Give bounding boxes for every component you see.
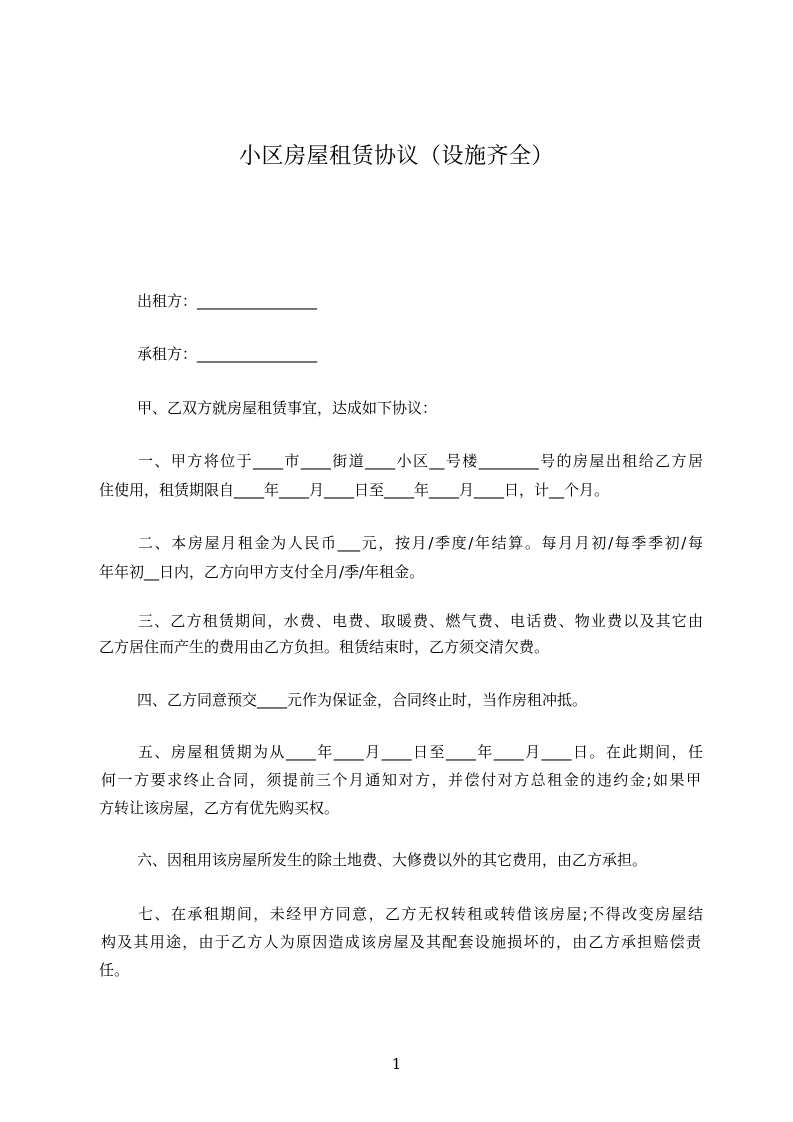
clause-3-line-2: 乙方居住而产生的费用由乙方负担。租赁结束时，乙方须交清欠费。 (99, 638, 550, 656)
clause-7-line-2: 构及其用途，由于乙方人为原因造成该房屋及其配套设施损坏的，由乙方承担赔偿责 (101, 933, 701, 951)
clause-6-line-1: 六、因租用该房屋所发生的除土地费、大修费以外的其它费用，由乙方承担。 (137, 851, 648, 869)
clause-5-line-2: 何一方要求终止合同，须提前三个月通知对方，并偿付对方总租金的违约金;如果甲 (101, 771, 701, 789)
clause-7-line-1: 七、在承租期间，未经甲方同意，乙方无权转租或转借该房屋;不得改变房屋结 (138, 905, 703, 923)
clause-5-line-3: 方转让该房屋，乙方有优先购买权。 (99, 799, 340, 817)
clause-2-line-1: 二、本房屋月租金为人民币___元，按月/季度/年结算。每月月初/每季季初/每 (138, 534, 703, 552)
clause-5-line-1: 五、房屋租赁期为从____年____月____日至____年____月____日。在此期间，任 (138, 743, 703, 761)
lessor-line: 出租方：________________ (137, 292, 318, 310)
clause-7-line-3: 任。 (99, 961, 130, 979)
clause-3-line-1: 三、乙方租赁期间，水费、电费、取暖费、燃气费、电话费、物业费以及其它由 (138, 612, 703, 630)
lessee-line: 承租方：________________ (137, 345, 318, 363)
page-number: 1 (391, 1055, 402, 1073)
clause-4-line-1: 四、乙方同意预交____元作为保证金，合同终止时，当作房租冲抵。 (137, 691, 588, 709)
document-title: 小区房屋租赁协议（设施齐全） (238, 144, 554, 169)
clause-1-line-2: 住使用，租赁期限自____年____月____日至____年____月____日，计__个月。 (99, 481, 610, 499)
clause-2-line-2: 年年初__日内，乙方向甲方支付全月/季/年租金。 (99, 563, 425, 581)
preamble-line: 甲、乙双方就房屋租赁事宜，达成如下协议： (137, 399, 438, 417)
clause-1-line-1: 一、甲方将位于____市____街道____小区__号楼________号的房屋出租给乙方居 (138, 452, 703, 470)
